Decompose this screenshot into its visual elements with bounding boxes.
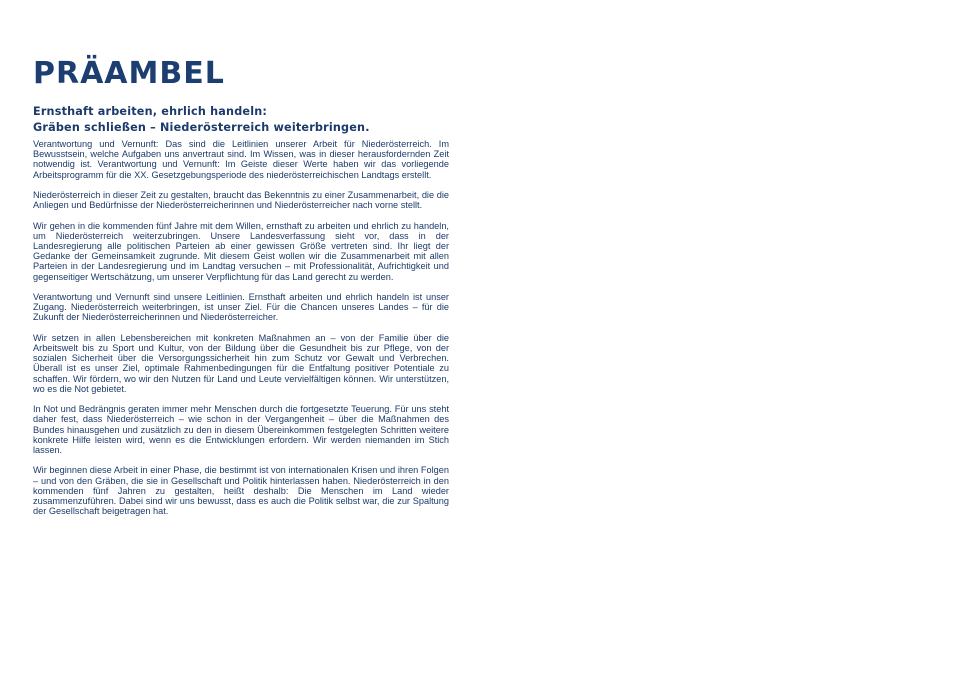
paragraph-3: Wir gehen in die kommenden fünf Jahre mit dem Willen, ernsthaft zu arbeiten und ehrlich zu handeln, um Niederösterreich weiterzubringen. Unsere Landesverfassung sieht vor, dass in der Landesregierung alle politischen Parteien ab einer gewissen Größe vertreten sind. Ihr liegt der Gedanke der Gemeinsamkeit zugrunde. Mit diesem Geist wollen wir die Zusammenarbeit mit allen Parteien in der Landesregierung und im Landtag versuchen – mit Professionalität, Aufrichtigkeit und gegenseitiger Wertschätzung, um unserer Verpflichtung für das Land gerecht zu werden. bbox=[33, 220, 449, 282]
paragraph-1: Verantwortung und Vernunft: Das sind die Leitlinien unserer Arbeit für Niederösterreich. Im Bewusstsein, welche Aufgaben uns anvertraut sind. Im Wissen, was in dieser herausfordernden Zeit notwendig ist. Verantwortung und Vernunft: Im Geiste dieser Werte haben wir das vorliegende Arbeitsprogramm für die XX. Gesetzgebungsperiode des niederösterreichischen Landtags erstellt. bbox=[33, 139, 449, 180]
subtitle-line-1: Ernsthaft arbeiten, ehrlich handeln: bbox=[33, 105, 268, 118]
paragraph-5: Wir setzen in allen Lebensbereichen mit konkreten Maßnahmen an – von der Familie über die Arbeitswelt bis zu Sport und Kultur, von der Bildung über die Gesundheit bis zur Pflege, von der sozialen Sicherheit über die Versorgungssicherheit hin zum Schutz vor Gewalt und Verbrechen. Überall ist es unser Ziel, optimale Rahmenbedingungen für die Entfaltung positiver Potentiale zu schaffen. Wir fördern, wo wir den Nutzen für Land und Leute vervielfältigen können. Wir unterstützen, wo es die Not gebietet. bbox=[33, 332, 449, 394]
paragraph-7: Wir beginnen diese Arbeit in einer Phase, die bestimmt ist von internationalen Krisen und ihren Folgen – und von den Gräben, die sie in Gesellschaft und Politik hinterlassen haben. Niederösterreich in den kommenden fünf Jahren zu gestalten, heißt deshalb: Die Menschen im Land wieder zusammenzuführen. Dabei sind wir uns bewusst, dass es auch die Politik selbst war, die zur Spaltung der Gesellschaft beigetragen hat. bbox=[33, 465, 449, 517]
paragraph-4: Verantwortung und Vernunft sind unsere Leitlinien. Ernsthaft arbeiten und ehrlich handeln ist unser Zugang. Niederösterreich weiterbringen, ist unser Ziel. Für die Chancen unseres Landes – für die Zukunft der Niederösterreicherinnen und Niederösterreicher. bbox=[33, 292, 449, 323]
paragraph-6: In Not und Bedrängnis geraten immer mehr Menschen durch die fortgesetzte Teuerung. Für uns steht daher fest, dass Niederösterreich – wie schon in der Vergangenheit – über die Maßnahmen des Bundes hinausgehen und zusätzlich zu den in diesem Übereinkommen festgelegten Schritten weitere konkrete Hilfe leisten wird, wenn es die Entwicklungen erfordern. Wir werden niemanden im Stich lassen. bbox=[33, 404, 449, 456]
subtitle-line-2: Gräben schließen – Niederösterreich weiterbringen. bbox=[33, 121, 370, 134]
paragraph-2: Niederösterreich in dieser Zeit zu gestalten, braucht das Bekenntnis zu einer Zusammenarbeit, die die Anliegen und Bedürfnisse der Niederösterreicherinnen und Niederösterreicher nach vorne stellt. bbox=[33, 190, 449, 211]
document-page bbox=[33, 56, 449, 527]
page-title: PRÄAMBEL bbox=[33, 56, 225, 91]
